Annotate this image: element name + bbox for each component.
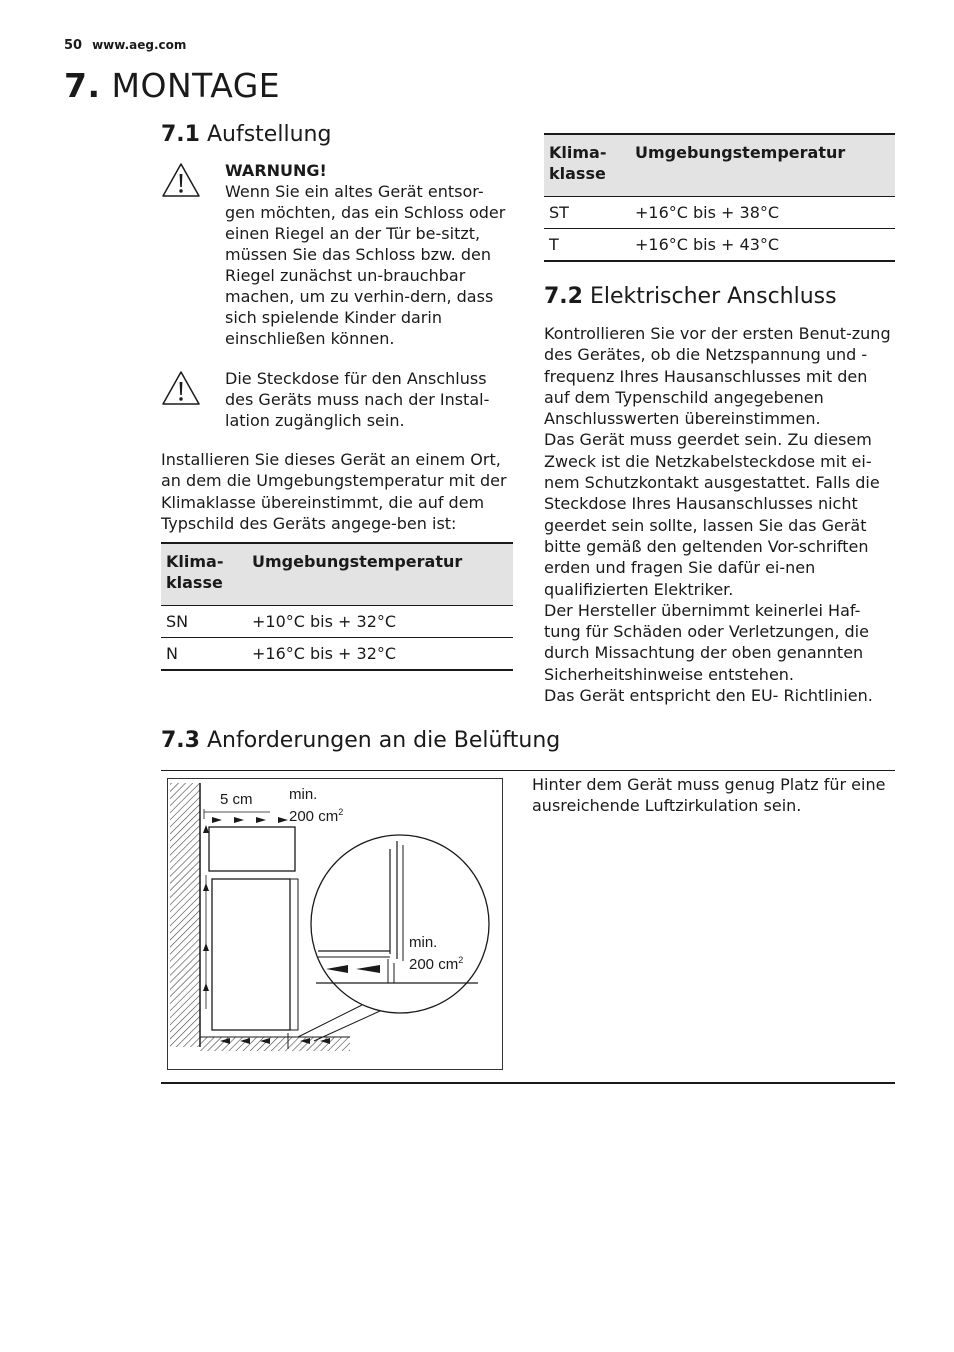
climate-table-1 bbox=[161, 542, 513, 671]
chapter-name: MONTAGE bbox=[111, 66, 281, 105]
left-column bbox=[161, 122, 513, 671]
warning-block bbox=[161, 160, 513, 349]
table-header-row bbox=[544, 134, 895, 197]
install-intro: Installieren Sie dieses Gerät an einem Ort, an dem die Umgebungstemperatur mit der Klimaklasse übereinstimmt, die auf dem Typschild des Geräts angege-ben ist: bbox=[161, 450, 507, 533]
caution-text: Die Steckdose für den Anschluss des Geräts muss nach der Instal-lation zugänglich sein. bbox=[225, 369, 490, 430]
table-cell: +16°C bis + 43°C bbox=[630, 229, 895, 262]
section-heading-belueftung: 7.3 Anforderungen an die Belüftung bbox=[161, 728, 561, 753]
ventilation-diagram bbox=[168, 779, 502, 1069]
caution-block bbox=[161, 368, 513, 431]
table-row bbox=[161, 606, 513, 638]
warning-triangle-icon bbox=[161, 370, 201, 406]
table-header-row bbox=[161, 543, 513, 606]
label-area-top: 200 $cm^2$ bbox=[289, 807, 344, 825]
table-header-temp: Umgebungstemperatur bbox=[630, 134, 895, 197]
electrical-text bbox=[544, 323, 895, 706]
website-url[interactable]: www.aeg.com bbox=[92, 38, 187, 52]
warning-title: WARNUNG! bbox=[225, 161, 327, 180]
warning-triangle-icon bbox=[161, 162, 201, 198]
table-cell: +16°C bis + 32°C bbox=[247, 638, 513, 671]
divider bbox=[161, 770, 895, 771]
top-cabinet bbox=[209, 827, 295, 871]
chapter-title bbox=[64, 66, 280, 105]
air-flow-arrows-top bbox=[212, 817, 288, 823]
table-header-temp: Umgebungstemperatur bbox=[247, 543, 513, 606]
section-heading-aufstellung: 7.1 Aufstellung bbox=[161, 122, 332, 147]
table-row bbox=[544, 229, 895, 262]
table-cell: +16°C bis + 38°C bbox=[630, 197, 895, 229]
label-min-detail: min. bbox=[409, 934, 438, 951]
table-row bbox=[544, 197, 895, 229]
warning-text: Wenn Sie ein altes Gerät entsor-gen möchten, das ein Schloss oder einen Riegel an der Tür be-sitzt, müssen Sie das Schloss bzw. den Riegel zunächst un-brauchbar machen, um zu verhin-dern, dass sich spielende Kinder darin einschließen können. bbox=[225, 182, 506, 348]
label-distance: 5 cm bbox=[220, 791, 253, 808]
page-number: 50 bbox=[64, 38, 83, 53]
detail-magnifier bbox=[311, 835, 489, 1013]
chapter-number: 7. bbox=[64, 66, 101, 105]
appliance-body bbox=[212, 879, 290, 1030]
paragraph: Der Hersteller übernimmt keinerlei Haf-tung für Schäden oder Verletzungen, die durch Missachtung der oben genannten Sicherheitshinweise entstehen. bbox=[544, 600, 869, 684]
table-header-class: Klima-klasse bbox=[161, 543, 247, 606]
ventilation-figure bbox=[167, 778, 503, 1070]
table-cell: +10°C bis + 32°C bbox=[247, 606, 513, 638]
table-cell: SN bbox=[161, 606, 247, 638]
ventilation-text: Hinter dem Gerät muss genug Platz für eine ausreichende Luftzirkulation sein. bbox=[532, 775, 886, 816]
label-area-detail: 200 $cm^2$ bbox=[409, 955, 464, 973]
climate-table-2 bbox=[544, 133, 895, 262]
table-cell: T bbox=[544, 229, 630, 262]
section-heading-elektrischer-anschluss: 7.2 Elektrischer Anschluss bbox=[544, 284, 837, 309]
right-column bbox=[544, 122, 895, 706]
page-header bbox=[64, 38, 186, 53]
table-header-class: Klima-klasse bbox=[544, 134, 630, 197]
table-cell: N bbox=[161, 638, 247, 671]
ventilation-section bbox=[161, 728, 895, 973]
label-min-top: min. bbox=[289, 786, 318, 803]
table-cell: ST bbox=[544, 197, 630, 229]
paragraph: Das Gerät entspricht den EU- Richtlinien. bbox=[544, 686, 873, 706]
table-row bbox=[161, 638, 513, 671]
paragraph: Das Gerät muss geerdet sein. Zu diesem Zweck ist die Netzkabelsteckdose mit ei-nem Schutzkontakt ausgestattet. Falls die Steckdose Ihres Hausanschlusses nicht geerdet sein sollte, lassen Sie das Gerät bitte gemäß den geltenden Vor-schriften erden und fragen Sie dafür ei-nen qualifizierten Elektriker. bbox=[544, 430, 880, 599]
paragraph: Kontrollieren Sie vor der ersten Benut-zung des Gerätes, ob die Netzspannung und -frequenz Ihres Hausanschlusses mit den auf dem Typenschild angegebenen Anschlusswerten übereinstimmen. bbox=[544, 324, 891, 429]
divider bbox=[161, 1082, 895, 1084]
wall-hatch bbox=[170, 783, 200, 1047]
